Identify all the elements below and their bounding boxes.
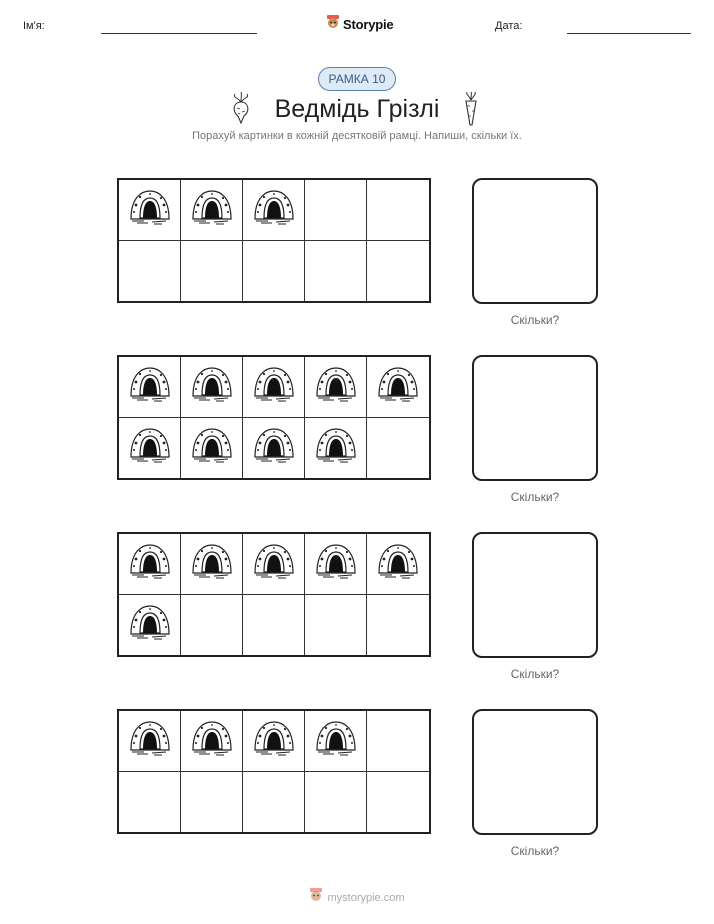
carrot-icon	[461, 92, 481, 131]
cave-icon	[252, 720, 296, 761]
cave-icon	[128, 543, 172, 584]
frame-cell	[181, 357, 243, 418]
frame-cell	[367, 711, 429, 772]
frame-cell	[119, 772, 181, 833]
cave-icon	[252, 543, 296, 584]
frame-cell	[181, 534, 243, 595]
frame-cell	[119, 711, 181, 772]
frame-cell	[243, 772, 305, 833]
cave-icon	[128, 427, 172, 468]
cave-icon	[314, 543, 358, 584]
frame-cell	[243, 418, 305, 479]
cave-icon	[314, 366, 358, 407]
answer-prompt-3: Скільки?	[510, 667, 560, 681]
frame-cell	[367, 772, 429, 833]
cave-icon	[128, 189, 172, 230]
cave-icon	[314, 720, 358, 761]
frame-cell	[305, 180, 367, 241]
date-label: Дата:	[495, 20, 523, 32]
answer-box-4[interactable]	[472, 709, 598, 835]
answer-box-3[interactable]	[472, 532, 598, 658]
frame-cell	[305, 772, 367, 833]
answer-box-2[interactable]	[472, 355, 598, 481]
frame-cell	[367, 595, 429, 656]
frame-cell	[305, 418, 367, 479]
cave-icon	[252, 189, 296, 230]
date-line	[567, 33, 691, 34]
frame-cell	[305, 595, 367, 656]
frame-cell	[119, 241, 181, 302]
frame-cell	[181, 241, 243, 302]
answer-box-1[interactable]	[472, 178, 598, 304]
frame-cell	[243, 357, 305, 418]
cave-icon	[314, 427, 358, 468]
frame-cell	[243, 241, 305, 302]
frame-cell	[181, 595, 243, 656]
answer-prompt-1: Скільки?	[510, 313, 560, 327]
frame-cell	[119, 180, 181, 241]
cave-icon	[252, 366, 296, 407]
cave-icon	[190, 189, 234, 230]
frame-cell	[243, 534, 305, 595]
frame-cell	[181, 711, 243, 772]
footer-url: mystorypie.com	[327, 891, 405, 904]
frame-cell	[119, 418, 181, 479]
frame-cell	[243, 711, 305, 772]
frame-cell	[367, 418, 429, 479]
frame-cell	[181, 772, 243, 833]
ten-frame-1	[117, 178, 431, 303]
instructions: Порахуй картинки в кожній десятковій рамці. Напиши, скільки їх.	[192, 130, 522, 142]
frame-cell	[243, 180, 305, 241]
frame-cell	[305, 357, 367, 418]
ten-frame-4	[117, 709, 431, 834]
ten-frame-2	[117, 355, 431, 480]
frame-badge: РАМКА 10	[318, 67, 396, 91]
frame-cell	[119, 534, 181, 595]
bear-mascot-icon	[309, 887, 323, 908]
ten-frame-3	[117, 532, 431, 657]
frame-cell	[119, 595, 181, 656]
cave-icon	[376, 366, 420, 407]
footer	[0, 887, 714, 908]
frame-cell	[119, 357, 181, 418]
frame-cell	[243, 595, 305, 656]
cave-icon	[190, 427, 234, 468]
cave-icon	[128, 604, 172, 645]
cave-icon	[190, 366, 234, 407]
frame-cell	[305, 534, 367, 595]
frame-cell	[305, 711, 367, 772]
frame-cell	[181, 418, 243, 479]
answer-prompt-4: Скільки?	[510, 844, 560, 858]
answer-prompt-2: Скільки?	[510, 490, 560, 504]
cave-icon	[376, 543, 420, 584]
cave-icon	[190, 543, 234, 584]
name-line	[101, 33, 257, 34]
cave-icon	[128, 720, 172, 761]
frame-cell	[367, 534, 429, 595]
frame-cell	[305, 241, 367, 302]
brand-logo	[326, 14, 393, 35]
cave-icon	[190, 720, 234, 761]
page-title: Ведмідь Грізлі	[274, 95, 440, 123]
frame-cell	[367, 180, 429, 241]
bear-mascot-icon	[326, 14, 340, 35]
cave-icon	[128, 366, 172, 407]
frame-cell	[181, 180, 243, 241]
name-label: Ім'я:	[23, 20, 45, 32]
frame-cell	[367, 241, 429, 302]
frame-cell	[367, 357, 429, 418]
brand-name: Storypie	[343, 17, 394, 32]
cave-icon	[252, 427, 296, 468]
